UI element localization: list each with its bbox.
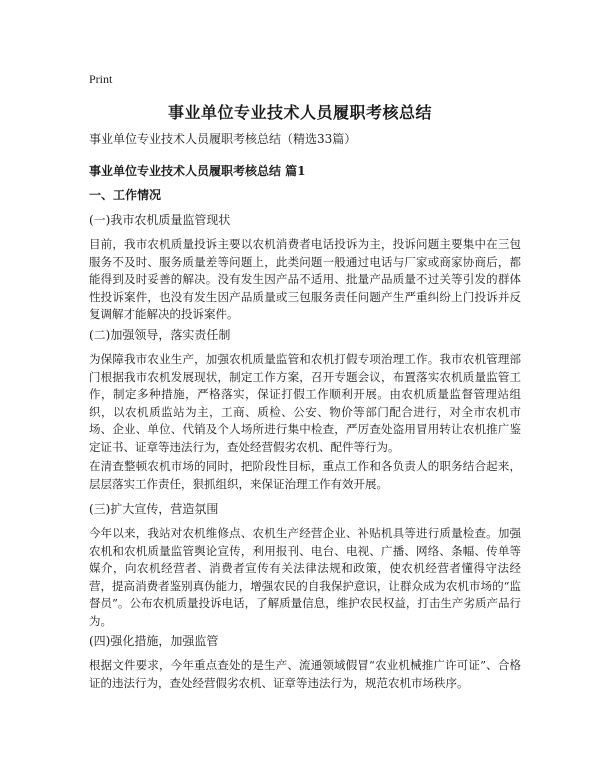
- document-title: 事业单位专业技术人员履职考核总结: [167, 103, 432, 122]
- document-subtitle: 事业单位专业技术人员履职考核总结（精选33篇）: [89, 132, 357, 146]
- paragraph-3: 在清查整顿农机市场的同时，把阶段性目标，重点工作和各负责人的职务结合起来，层层落实工作责任，狠抓组织，来保证治理工作有效开展。: [89, 459, 521, 491]
- heading-work-situation: 一、工作情况: [89, 188, 162, 202]
- paragraph-1: 目前，我市农机质量投诉主要以农机消费者电话投诉为主，投诉问题主要集中在三包服务不及时、服务质量差等问题上，此类问题一般通过电话与厂家或商家协商后，都能得到及时妥善的解决。没有发生因产品不适用、批量产品质量不过关等引发的群体性投诉案件，也没有发生因产品质量或三包服务责任问题产生严重纠纷上门投诉并反复调解才能解决的投诉案件。: [89, 237, 521, 321]
- paragraph-5: 根据文件要求，今年重点查处的是生产、流通领域假冒“农业机械推广许可证”、合格证的违法行为，查处经营假劣农机、证章等违法行为，规范农机市场秩序。: [89, 658, 521, 690]
- paragraph-4: 今年以来，我站对农机维修点、农机生产经营企业、补贴机具等进行质量检查。加强农机和农机质量监管舆论宣传，利用报刊、电台、电视、广播、网络、条幅、传单等媒介，向农机经营者、消费者宣传有关法律法规和政策，使农机经营者懂得守法经营，提高消费者鉴别真伪能力，增强农民的自我保护意识，让群众成为农机市场的“监督员”。公布农机质量投诉电话，了解质量信息，维护农民权益，打击生产劣质产品行为。: [89, 526, 521, 628]
- print-label[interactable]: Print: [89, 72, 113, 86]
- paragraph-2: 为保障我市农业生产，加强农机质量监管和农机打假专项治理工作。我市农机管理部门根据我市农机发展现状，制定工作方案，召开专题会议，布置落实农机质量监管工作，制定多种措施，严格落实，保证打假工作顺利开展。由农机质量监督管理站组织，以农机质监站为主，工商、质检、公安、物价等部门配合进行，对全市农机市场、企业、单位、代销及个人场所进行集中检查，严厉查处盗用冒用转让农机推广鉴定证书、证章等违法行为，查处经营假劣农机、配件等行为。: [89, 352, 521, 454]
- subheading-2: (二)加强领导，落实责任制: [89, 328, 231, 342]
- subheading-3: (三)扩大宣传，营造氛围: [89, 502, 219, 516]
- section-title: 事业单位专业技术人员履职考核总结 篇1: [89, 164, 306, 178]
- subheading-4: (四)强化措施，加强监管: [89, 634, 219, 648]
- subheading-1: (一)我市农机质量监管现状: [89, 213, 231, 227]
